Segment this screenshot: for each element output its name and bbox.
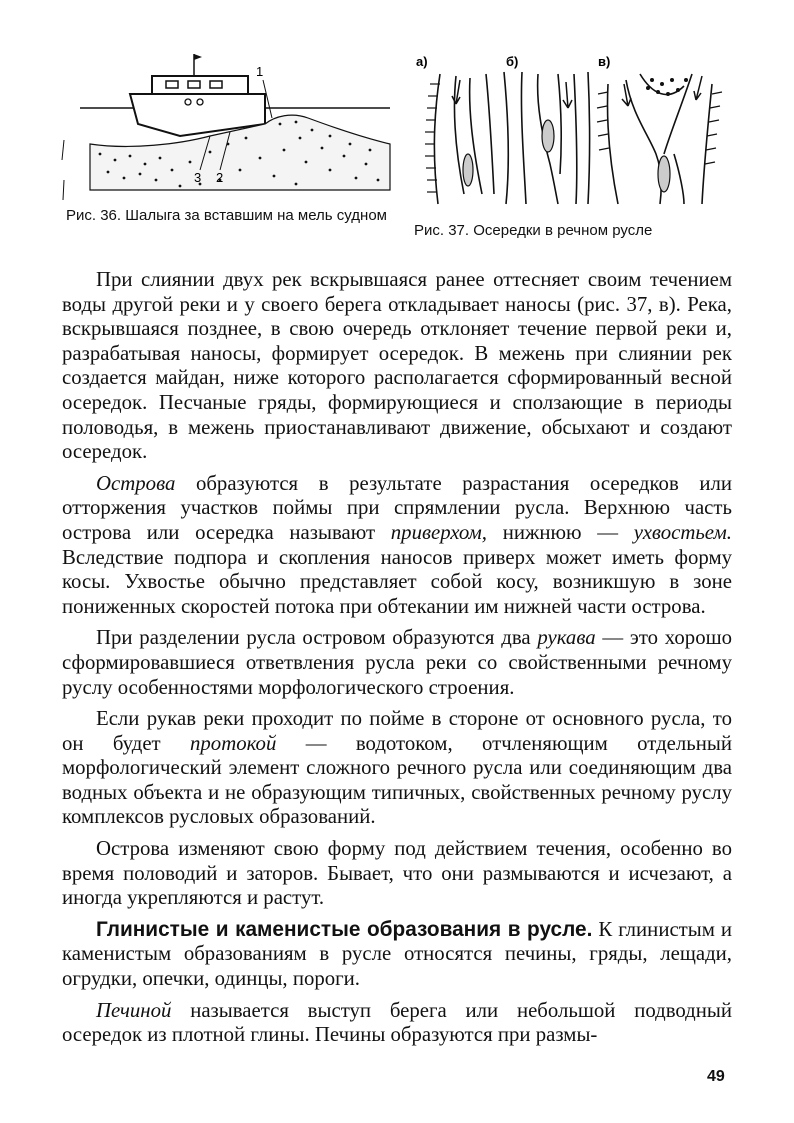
figure-37-drawing bbox=[412, 44, 732, 214]
cabin-window bbox=[188, 81, 200, 88]
section-heading: Глинистые и каменистые образования в русле. bbox=[96, 917, 593, 941]
figure-36-caption: Рис. 36. Шалыга за вставшим на мель судном bbox=[66, 207, 387, 224]
panel-a-shoal bbox=[463, 154, 473, 186]
paragraph-islands: Острова образуются в результате разрастания осередков или отторжения участков поймы при спрямлении русла. Верхнюю часть острова или осередка называют приверхом, нижнюю — ухвостьем. Вследствие подпора и скопления наносов приверх может иметь форму косы. Ухвостье обычно представляет собой косу, возникшую в зоне пониженных скоростей потока при обтекании им нижней части острова. bbox=[62, 471, 732, 618]
term-ukhvostye: ухвостьем. bbox=[633, 520, 732, 544]
paragraph-river-confluence: При слиянии двух рек вскрывшаяся ранее оттесняет своим течением воды другой реки и у своего берега откладывает наносы (рис. 37, в). Река, вскрывшаяся позднее, в свою очередь отклоняет течение первой реки и, разрабатывая наносы, формирует осередок. В межень при слиянии рек создается майдан, ниже которого располагается сформированный весной осередок. Песчаные гряды, формирующиеся и сползающие в периоды половодья, в межень приостанавливают движение, обсыхают и создают осередок. bbox=[62, 268, 732, 464]
panel-v-bank-hatch bbox=[597, 92, 722, 164]
label-1: 1 bbox=[256, 64, 264, 79]
flow-arrow-icon bbox=[563, 82, 572, 108]
panel-a-bank-hatch bbox=[425, 84, 440, 192]
flag-icon bbox=[194, 54, 202, 60]
panel-v-shoal bbox=[658, 156, 670, 192]
bank-mark bbox=[62, 140, 64, 160]
panel-a-channel bbox=[434, 72, 508, 204]
label-2: 2 bbox=[216, 170, 224, 185]
term-protoka: протокой bbox=[190, 731, 277, 755]
panel-b-shoal bbox=[542, 120, 554, 152]
cabin-window bbox=[210, 81, 222, 88]
paragraph-pechina: Печиной называется выступ берега или небольшой подводный осередок из плотной глины. Печины образуются при размы- bbox=[62, 998, 732, 1047]
paragraph-channels: Если рукав реки проходит по пойме в стороне от основного русла, то он будет протокой — водотоком, отчленяющим отдельный морфологический элемент сложного речного русла или соединяющим два водных объекта и не образующим типичных, свойственных речному руслу комплексов русловых образований. bbox=[62, 707, 732, 829]
bank-mark bbox=[63, 180, 64, 200]
paragraph-clay-stone: Глинистые и каменистые образования в русле. К глинистым и каменистым образованиям в русле относятся печины, гряды, лещади, огрудки, опечки, одинцы, пороги. bbox=[62, 917, 733, 991]
term-rukava: рукава bbox=[537, 626, 596, 650]
panel-v-label: в) bbox=[598, 54, 611, 69]
panel-b-channel bbox=[521, 72, 589, 204]
figure-36-drawing bbox=[60, 40, 400, 210]
paragraph-island-change: Острова изменяют свою форму под действием течения, особенно во время половодий и заторов. Бывает, что они размываются и исчезают, а иногда укрепляются и растут. bbox=[62, 837, 732, 910]
panel-a-label: а) bbox=[416, 54, 428, 69]
flow-arrow-icon bbox=[694, 76, 702, 100]
page-number: 49 bbox=[707, 1068, 725, 1085]
paragraph-branches: При разделении русла островом образуются два рукава — это хорошо сформировавшиеся ответвления русла реки со свойственными речному руслу особенностями морфологического строения. bbox=[62, 626, 733, 699]
panel-v-sediment-dots bbox=[646, 78, 688, 96]
figure-37-river-shoals bbox=[412, 44, 732, 214]
cabin-window bbox=[166, 81, 178, 88]
panel-b-label: б) bbox=[506, 54, 519, 69]
body-text bbox=[62, 268, 732, 1055]
figure-37-caption: Рис. 37. Осередки в речном русле bbox=[414, 222, 653, 239]
term-priverkh: приверхом, bbox=[390, 520, 488, 544]
term-islands: Острова bbox=[96, 471, 176, 495]
term-pechina: Печиной bbox=[96, 998, 172, 1022]
label-3: 3 bbox=[194, 170, 202, 185]
